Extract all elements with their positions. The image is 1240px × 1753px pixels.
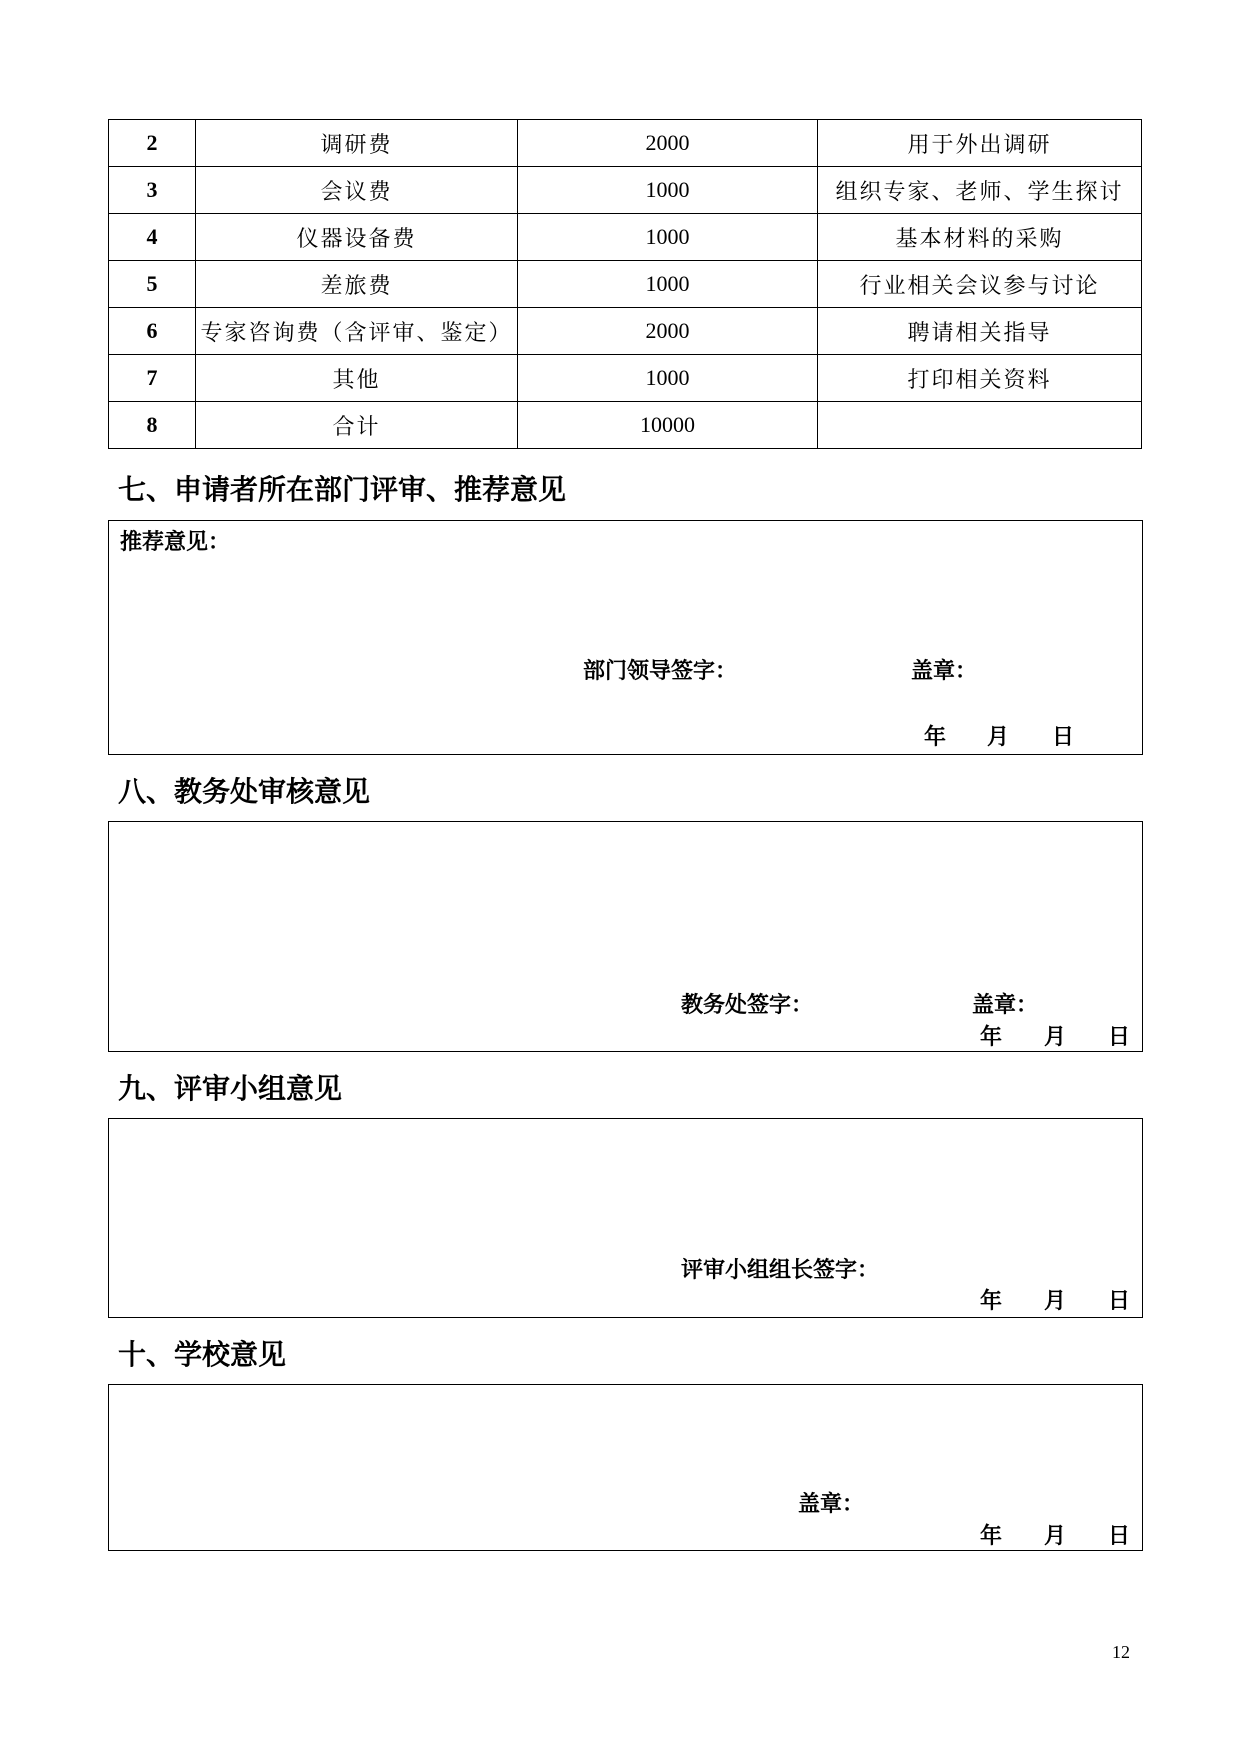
row-amount: 1000 [518,261,818,308]
row-number: 8 [109,402,196,449]
row-item: 会议费 [196,167,518,214]
row-item: 仪器设备费 [196,214,518,261]
section-7-heading: 七、申请者所在部门评审、推荐意见 [118,473,567,506]
budget-table [108,119,1142,449]
row-item: 其他 [196,355,518,402]
panel-leader-sign-label: 评审小组组长签字： [681,1258,880,1283]
month-label: 月 [987,725,1010,750]
seal-label: 盖章： [798,1492,865,1517]
table-row [109,261,1142,308]
month-label: 月 [1044,1289,1067,1314]
row-note: 组织专家、老师、学生探讨 [818,167,1142,214]
row-amount: 1000 [518,214,818,261]
year-label: 年 [980,1289,1003,1314]
seal-label: 盖章： [972,993,1039,1018]
section-8-heading: 八、教务处审核意见 [118,775,371,808]
row-item: 调研费 [196,120,518,167]
day-label: 日 [1108,1524,1131,1549]
row-amount: 2000 [518,120,818,167]
table-row [109,167,1142,214]
row-item: 差旅费 [196,261,518,308]
table-row [109,402,1142,449]
section-10-heading: 十、学校意见 [118,1338,287,1371]
section-9-heading: 九、评审小组意见 [118,1072,343,1105]
row-number: 3 [109,167,196,214]
row-amount: 1000 [518,355,818,402]
row-number: 6 [109,308,196,355]
month-label: 月 [1044,1524,1067,1549]
table-row [109,120,1142,167]
day-label: 日 [1108,1289,1131,1314]
recommend-label: 推荐意见： [120,530,231,555]
page-number: 12 [1112,1642,1130,1662]
table-row [109,214,1142,261]
row-number: 2 [109,120,196,167]
row-note: 用于外出调研 [818,120,1142,167]
year-label: 年 [924,725,947,750]
year-label: 年 [980,1524,1003,1549]
row-note: 基本材料的采购 [818,214,1142,261]
row-note [818,402,1142,449]
row-note: 行业相关会议参与讨论 [818,261,1142,308]
day-label: 日 [1108,1025,1131,1050]
row-item: 专家咨询费（含评审、鉴定） [196,308,518,355]
seal-label: 盖章： [911,659,978,684]
row-note: 聘请相关指导 [818,308,1142,355]
dept-leader-sign-label: 部门领导签字： [583,659,738,684]
row-item: 合计 [196,402,518,449]
month-label: 月 [1044,1025,1067,1050]
academic-office-sign-label: 教务处签字： [681,993,814,1018]
row-number: 4 [109,214,196,261]
row-number: 7 [109,355,196,402]
row-number: 5 [109,261,196,308]
table-row [109,308,1142,355]
table-row [109,355,1142,402]
year-label: 年 [980,1025,1003,1050]
row-amount: 2000 [518,308,818,355]
row-amount: 1000 [518,167,818,214]
row-amount: 10000 [518,402,818,449]
day-label: 日 [1052,725,1075,750]
row-note: 打印相关资料 [818,355,1142,402]
